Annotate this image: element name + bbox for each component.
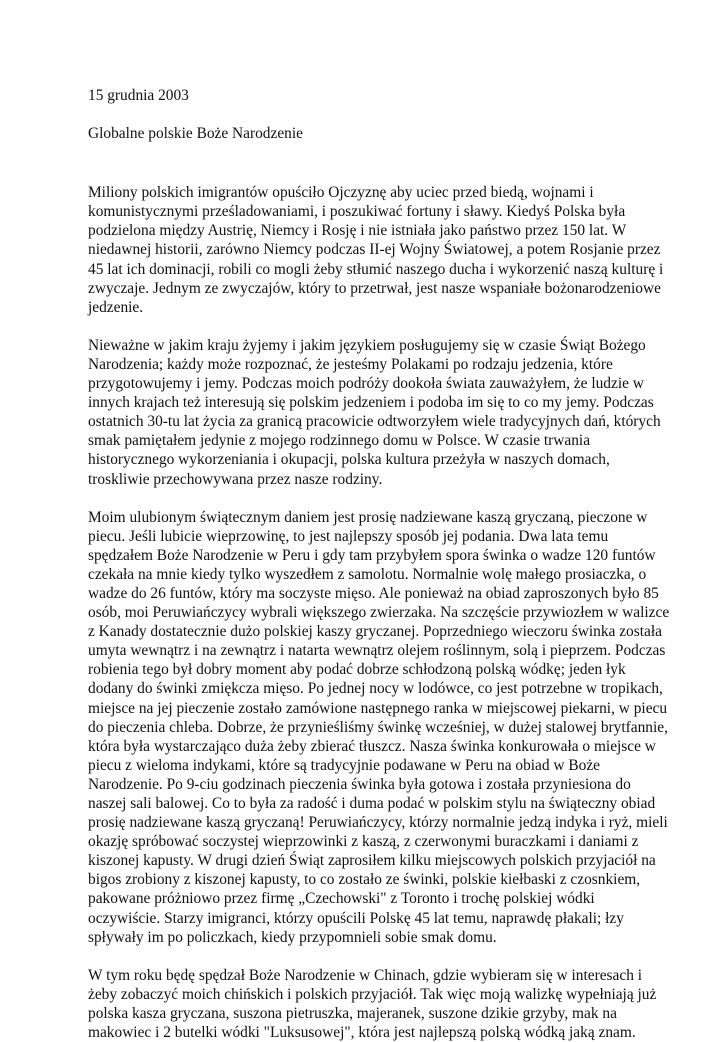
text-line: piecu. Jeśli lubicie wieprzowinę, to jest najlepszy sposób jej podania. Dwa lata temu [88, 527, 609, 545]
text-line: oczywiście. Starzy imigranci, którzy opuścili Polskę 45 lat temu, naprawdę płakali; łzy [88, 909, 624, 927]
text-line: osób, moi Peruwiańczycy wybrali większego zwierzaka. Na szczęście przywiozłem w walizce [88, 604, 670, 622]
text-line: prosię nadziewane kaszą gryczaną! Peruwiańczycy, którzy normalnie jedzą indyka i ryż, mieli [88, 814, 668, 832]
document-page [88, 86, 670, 1042]
text-line: polska kasza gryczana, suszona pietruszka, majeranek, suszone dzikie grzyby, mak na [88, 1004, 617, 1022]
text-line: czekała na mnie kiedy tylko wyszedłem z samolotu. Normalnie wolę małego prosiaczka, o [88, 565, 647, 583]
text-line: umyta wewnątrz i na zewnątrz i natarta wewnątrz olejem roślinnym, solą i pieprzem. Podczas [88, 642, 666, 660]
text-line: żeby zobaczyć moich chińskich i polskich przyjaciół. Tak więc moją walizkę wypełniają już [88, 985, 657, 1003]
text-line: Nieważne w jakim kraju żyjemy i jakim językiem posługujemy się w czasie Świąt Bożego [88, 336, 646, 354]
text-line: Narodzenie. Po 9-ciu godzinach pieczenia świnka była gotowa i została przyniesiona do [88, 775, 631, 793]
text-line: spływały im po policzkach, kiedy przypomnieli sobie smak domu. [88, 928, 497, 946]
text-line: kiszonej kapusty. W drugi dzień Świąt zaprosiłem kilku miejscowych polskich przyjaciół na [88, 852, 656, 870]
text-line: robienia tego był dobry moment aby podać dobrze schłodzoną polską wódkę; jeden łyk [88, 661, 626, 679]
text-line: komunistycznymi prześladowaniami, i poszukiwać fortuny i sławy. Kiedyś Polska była [88, 203, 626, 221]
document-date: 15 grudnia 2003 [88, 87, 189, 104]
text-line: innych krajach też interesują się polskim jedzeniem i podoba im się to co my jemy. Podczas [88, 394, 654, 412]
text-line: Moim ulubionym świątecznym daniem jest prosię nadziewane kaszą gryczaną, pieczone w [88, 508, 648, 526]
text-line: troskliwie przechowywana przez nasze rodziny. [88, 470, 383, 488]
text-line: okazję spróbować soczystej wieprzowinki z kaszą, z czerwonymi buraczkami i daniami z [88, 833, 639, 851]
text-line: która była wystarczająco duża żeby zbierać tłuszcz. Nasza świnka konkurowała o miejsce w [88, 737, 656, 755]
text-line: naszej sali balowej. Co to była za radość i duma podać w polskim stylu na świąteczny obiad [88, 795, 656, 812]
text-line: smak pamiętałem jedynie z mojego rodzinnego domu w Polsce. W czasie trwania [88, 432, 591, 450]
text-line: W tym roku będę spędzał Boże Narodzenie w Chinach, gdzie wybieram się w interesach i [88, 966, 643, 984]
paragraph-3 [88, 508, 670, 947]
text-line: bigos zrobiony z kiszonej kapusty, to co zostało ze świnki, polskie kiełbaski z czosnkiem, [88, 871, 641, 889]
text-line: dodany do świnki zmiękcza mięso. Po jednej nocy w lodówce, co jest potrzebne w tropikach, [88, 680, 663, 698]
text-line: 45 lat ich dominacji, robili co mogli żeby stłumić naszego ducha i wykorzenić naszą kulturę i [88, 260, 664, 278]
text-line: piecu z wieloma indykami, które są tradycyjnie podawane w Peru na obiad w Boże [88, 756, 601, 774]
text-line: zwyczaje. Jednym ze zwyczajów, który to przetrwał, jest nasze wspaniałe bożonarodzeniowe [88, 279, 661, 297]
text-line: pakowane próżniowo przez firmę „Czechowski" z Toronto i trochę polskiej wódki [88, 890, 595, 908]
text-line: historycznego wykorzeniania i okupacji, polska kultura przeżyła w naszych domach, [88, 451, 610, 469]
text-line: miejsce na jej pieczenie zostało zamówione następnego ranka w miejscowej piekarni, w piecu [88, 699, 668, 717]
document-title: Globalne polskie Boże Narodzenie [88, 125, 303, 143]
text-line: do pieczenia chleba. Dobrze, że przynieśliśmy świnkę wcześniej, w dużej stalowej brytfannie, [88, 718, 668, 736]
paragraph-1 [88, 183, 664, 317]
text-line: jedzenie. [88, 298, 144, 316]
text-line: podzielona między Austrię, Niemcy i Rosję i nie istniała jako państwo przez 150 lat. W [88, 222, 627, 240]
text-line: Miliony polskich imigrantów opuściło Ojczyznę aby uciec przed biedą, wojnami i [88, 184, 594, 202]
text-line: wadze do 26 funtów, który ma soczyste mięso. Ale ponieważ na obiad zaproszonych było 85 [88, 584, 659, 602]
text-line: Narodzenia; każdy może rozpoznać, że jesteśmy Polakami po rodzaju jedzenia, które [88, 355, 613, 373]
text-line: ostatnich 30-tu lat życia za granicą pracowicie odtworzyłem wiele tradycyjnych dań, których [88, 413, 661, 431]
text-line: makowiec i 2 butelki wódki "Luksusowej", która jest najlepszą polską wódką jaką znam. [88, 1024, 636, 1042]
text-line: przygotowujemy i jemy. Podczas moich podróży dookoła świata zauważyłem, że ludzie w [88, 375, 644, 393]
paragraph-4 [88, 966, 657, 1042]
text-line: z Kanady dostatecznie dużo polskiej kaszy gryczanej. Poprzedniego wieczoru świnka została [88, 623, 662, 641]
text-line: niedawnej historii, zarówno Niemcy podczas II-ej Wojny Światowej, a potem Rosjanie przez [88, 241, 661, 259]
paragraph-2 [88, 336, 661, 489]
text-line: spędzałem Boże Narodzenie w Peru i gdy tam przybyłem spora świnka o wadze 120 funtów [88, 546, 656, 564]
